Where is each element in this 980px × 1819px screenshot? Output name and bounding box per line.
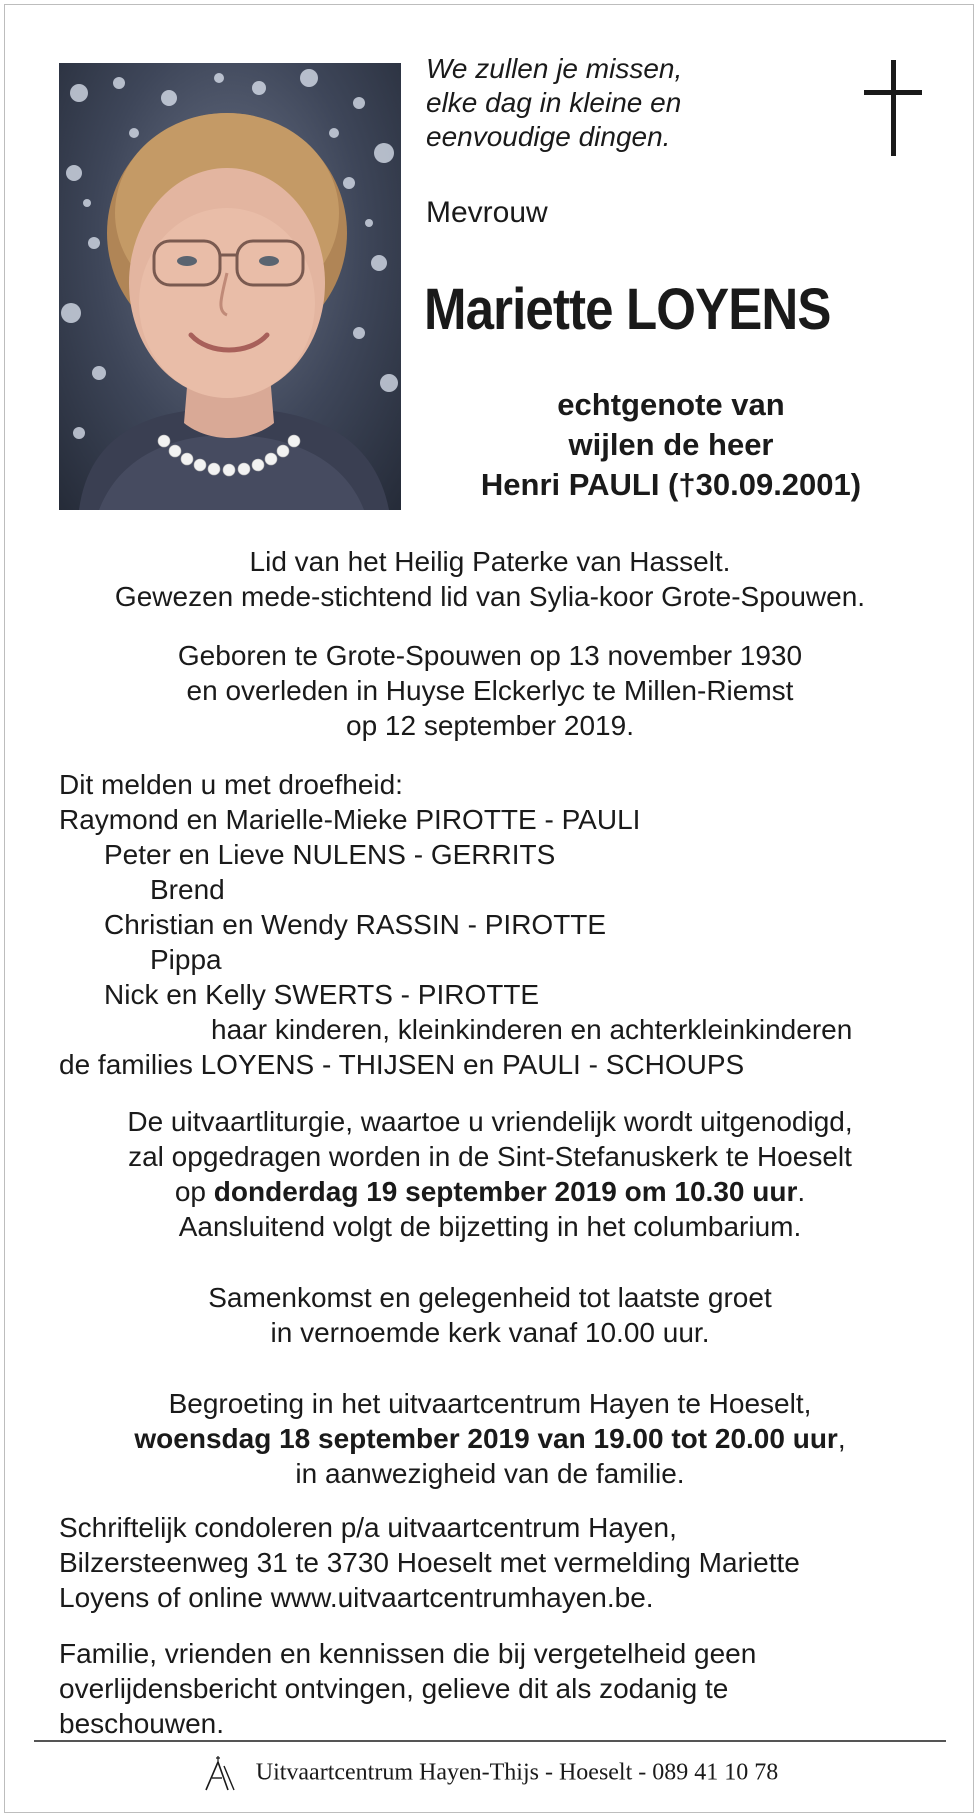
notice-line: Familie, vrienden en kennissen die bij vergetelheid geen bbox=[59, 1638, 757, 1669]
liturgy-text bbox=[0, 1104, 980, 1244]
poem-line: We zullen je missen, bbox=[426, 53, 683, 84]
liturgy-line: Aansluitend volgt de bijzetting in het columbarium. bbox=[178, 1211, 802, 1242]
liturgy-line bbox=[0, 1174, 980, 1209]
portrait-photo bbox=[59, 63, 401, 510]
greeting-text bbox=[0, 1386, 980, 1491]
spouse-line: wijlen de heer bbox=[568, 427, 774, 462]
greeting-line bbox=[0, 1421, 980, 1456]
greeting-line: Begroeting in het uitvaartcentrum Hayen te Hoeselt, bbox=[168, 1388, 812, 1419]
notice-line: beschouwen. bbox=[59, 1708, 225, 1739]
birth-death-line: en overleden in Huyse Elckerlyc te Millen-Riemst bbox=[186, 675, 794, 706]
family-line: Christian en Wendy RASSIN - PIROTTE bbox=[104, 909, 607, 940]
footer-divider bbox=[34, 1740, 946, 1742]
funeral-home-logo-icon bbox=[202, 1756, 246, 1792]
poem bbox=[426, 52, 682, 154]
condolence-line: Schriftelijk condoleren p/a uitvaartcentrum Hayen, bbox=[59, 1512, 677, 1543]
gathering-line: in vernoemde kerk vanaf 10.00 uur. bbox=[270, 1317, 710, 1348]
footer bbox=[0, 1756, 980, 1792]
family-line: Nick en Kelly SWERTS - PIROTTE bbox=[104, 979, 540, 1010]
family-intro: Dit melden u met droefheid: bbox=[59, 769, 403, 800]
family-line: de families LOYENS - THIJSEN en PAULI - SCHOUPS bbox=[59, 1049, 745, 1080]
liturgy-line: De uitvaartliturgie, waartoe u vriendelijk wordt uitgenodigd, bbox=[127, 1106, 853, 1137]
condolence-line: Loyens of online www.uitvaartcentrumhayen.be. bbox=[59, 1582, 654, 1613]
greeting-date: woensdag 18 september 2019 van 19.00 tot 20.00 uur bbox=[134, 1423, 838, 1454]
liturgy-date: donderdag 19 september 2019 om 10.30 uur bbox=[213, 1176, 798, 1207]
birth-death-line: Geboren te Grote-Spouwen op 13 november 1930 bbox=[177, 640, 803, 671]
family-line: Brend bbox=[150, 874, 225, 905]
family-line: Peter en Lieve NULENS - GERRITS bbox=[104, 839, 556, 870]
deceased-name: Mariette LOYENS bbox=[424, 277, 831, 342]
spouse-line: Henri PAULI (†30.09.2001) bbox=[480, 467, 862, 502]
family-line: Raymond en Marielle-Mieke PIROTTE - PAULI bbox=[59, 804, 641, 835]
membership-text bbox=[0, 544, 980, 614]
notice-line: overlijdensbericht ontvingen, gelieve dit als zodanig te bbox=[59, 1673, 729, 1704]
liturgy-pre: op bbox=[174, 1176, 214, 1207]
membership-line: Gewezen mede-stichtend lid van Sylia-koor Grote-Spouwen. bbox=[114, 581, 866, 612]
gathering-line: Samenkomst en gelegenheid tot laatste groet bbox=[208, 1282, 772, 1313]
greeting-line: in aanwezigheid van de familie. bbox=[295, 1458, 685, 1489]
gathering-text bbox=[0, 1280, 980, 1350]
birth-death-line: op 12 september 2019. bbox=[346, 710, 634, 741]
condolence-text bbox=[59, 1510, 800, 1615]
family-line: Pippa bbox=[150, 944, 222, 975]
honorific: Mevrouw bbox=[426, 196, 548, 229]
greeting-post: , bbox=[837, 1423, 846, 1454]
liturgy-line: zal opgedragen worden in de Sint-Stefanuskerk te Hoeselt bbox=[128, 1141, 852, 1172]
liturgy-post: . bbox=[797, 1176, 806, 1207]
family-list bbox=[59, 767, 852, 1082]
condolence-line: Bilzersteenweg 31 te 3730 Hoeselt met vermelding Mariette bbox=[59, 1547, 800, 1578]
family-line: haar kinderen, kleinkinderen en achterkleinkinderen bbox=[211, 1014, 853, 1045]
birth-death-text bbox=[0, 638, 980, 743]
footer-text: Uitvaartcentrum Hayen-Thijs - Hoeselt - 089 41 10 78 bbox=[255, 1759, 779, 1786]
poem-line: eenvoudige dingen. bbox=[426, 121, 671, 152]
notice-text bbox=[59, 1636, 756, 1741]
spouse-line: echtgenote van bbox=[557, 387, 785, 422]
poem-line: elke dag in kleine en bbox=[426, 87, 682, 118]
membership-line: Lid van het Heilig Paterke van Hasselt. bbox=[249, 546, 731, 577]
spouse-info bbox=[430, 385, 912, 505]
cross-icon bbox=[864, 60, 924, 160]
